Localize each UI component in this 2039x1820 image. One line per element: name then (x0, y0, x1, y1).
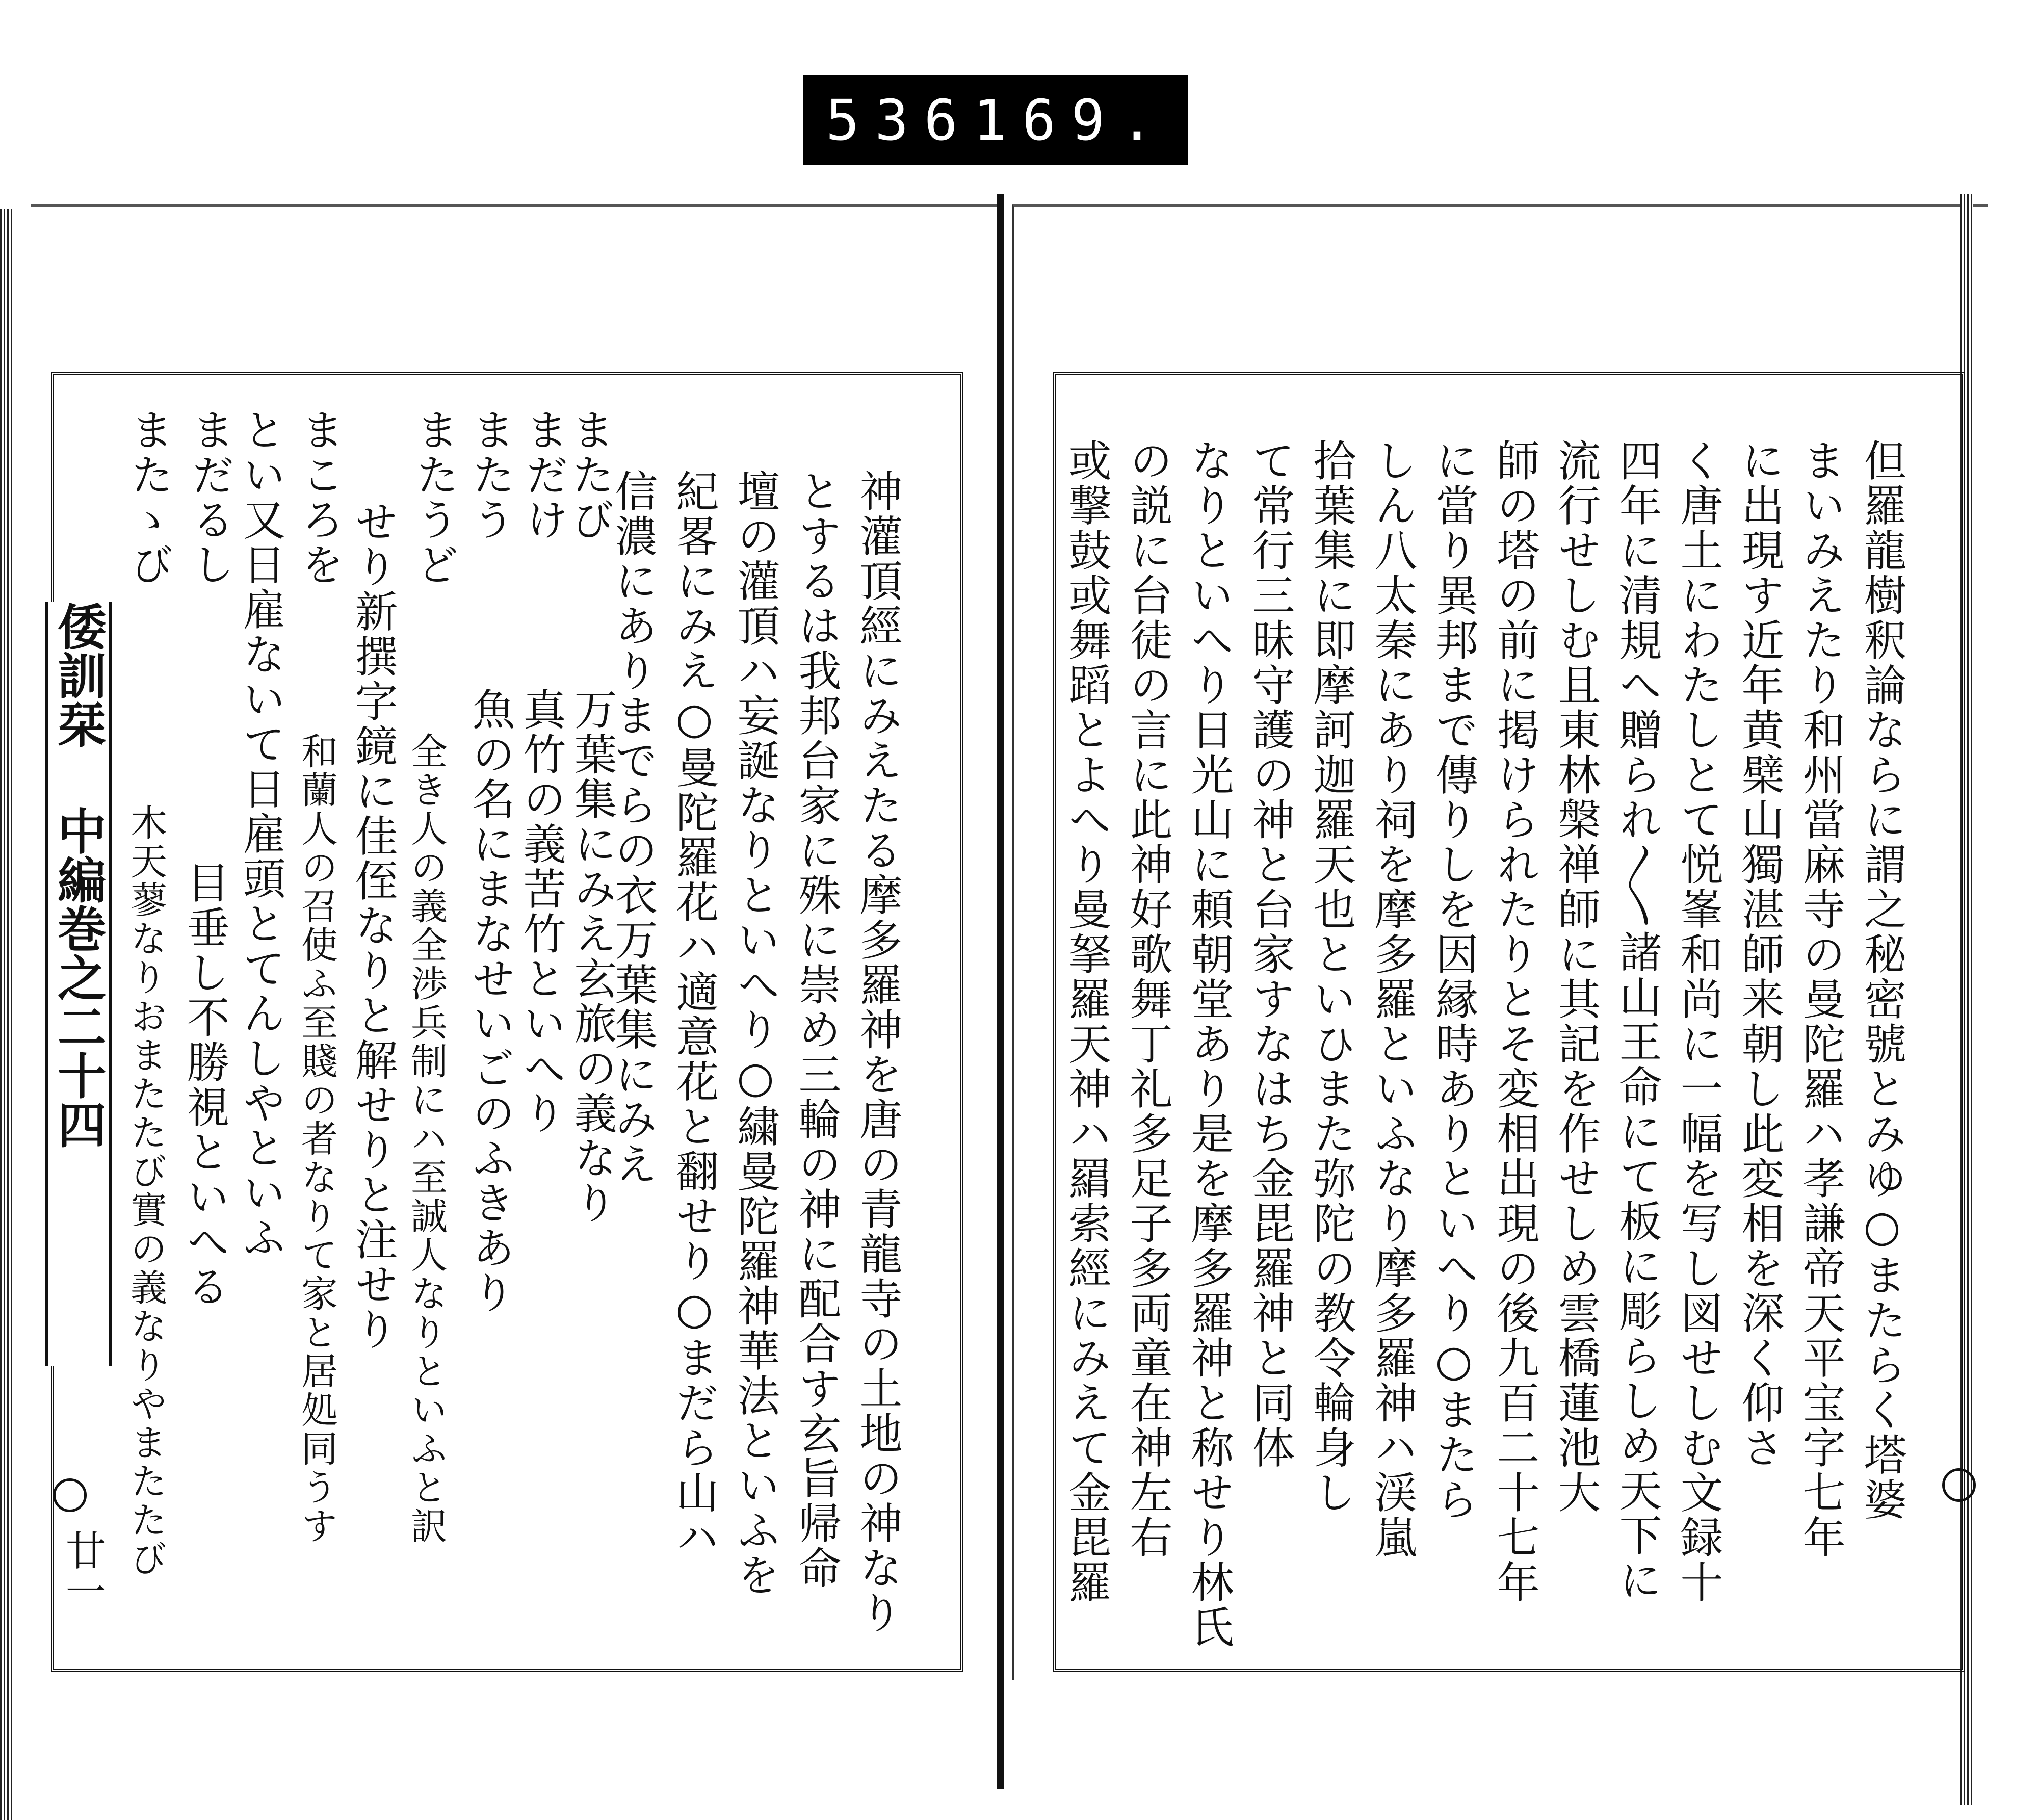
margin-title: 倭訓栞 中編巻之二十四 (45, 602, 112, 1366)
left-column: 真竹の義苦竹といへり (516, 642, 566, 1136)
right-column: まいみえたり和州當麻寺の曼陀羅ハ孝謙帝天平宝字七年 (1796, 438, 1846, 1560)
left-column: 信濃にありまでらの衣万葉集にみえ (608, 469, 658, 1187)
right-margin-circle-mark (1942, 1468, 1976, 1502)
right-column: 師の塔の前に掲けられたりとそ変相出現の後九百二十七年 (1490, 438, 1540, 1605)
right-column: しん八太秦にあり祠を摩多羅といふなり摩多羅神ハ渓嵐 (1368, 438, 1418, 1560)
folio-number: 廿一 (59, 1529, 106, 1611)
left-column: 壇の灌頂ハ妄誕なりといへり○繍曼陀羅神華法といふを (730, 469, 780, 1598)
right-column: て常行三昧守護の神と台家すなはち金毘羅神と同体 (1245, 438, 1295, 1470)
left-column: 神灌頂經にみえたる摩多羅神を唐の青龍寺の土地の神なり (853, 469, 903, 1635)
catalog-number-right: 169. (973, 88, 1169, 153)
left-column: 木天蓼なりおまたたび實の義なりやまたたび (124, 765, 167, 1578)
left-column: せり新撰字鏡に佳侄なりと解せりと注せり (348, 500, 398, 1352)
catalog-number-left: 536 (826, 88, 973, 153)
left-column: 和蘭人の召使ふ至賤の者なりて家と居処同うす (295, 693, 338, 1546)
left-column-headword: またび (565, 408, 615, 542)
left-column: 紀畧にみえ○曼陀羅花ハ適意花と翻せり○まだら山ハ (669, 469, 719, 1560)
margin-circle-mark (53, 1478, 87, 1512)
left-column-headword: またう (465, 408, 515, 542)
left-column-headword: まころを (295, 408, 345, 587)
left-column: 万葉集にみえ玄旅の義なり (567, 642, 617, 1226)
right-column: 但羅龍樹釈論ならに謂之秘密號とみゆ○またらく塔婆 (1857, 438, 1907, 1522)
book-spread (0, 194, 2039, 1774)
book-gutter (997, 194, 1004, 1789)
left-column-headword: まだるし (185, 408, 235, 587)
right-column: 流行せしむ且東林槃禅師に其記を作せしめ雲橋蓮池大 (1551, 438, 1601, 1515)
left-column-headword: またうど (409, 408, 459, 587)
right-column: く唐土にわたしとて悦峯和尚に一幅を写し図せしむ文録十 (1674, 438, 1723, 1605)
left-page-edges (0, 209, 13, 1820)
left-column-headword: またゝび (124, 408, 174, 587)
right-column: の説に台徒の言に此神好歌舞丁礼多足子多両童在神左右 (1123, 438, 1173, 1560)
left-column: 目垂し不勝視といへる (180, 816, 230, 1309)
left-column-headword: まだけ (519, 408, 569, 542)
left-column: 全き人の義全渉兵制にハ至誠人なりといふと訳 (405, 693, 448, 1546)
right-column: に出現す近年黄檗山獨湛師来朝し此変相を深く仰さ (1735, 438, 1785, 1470)
right-column: 四年に清規へ贈られ〳〵諸山王命にて板に彫らしめ天下に (1612, 438, 1662, 1603)
right-column: に當り異邦まで傳りしを因縁時ありといへり○またら (1429, 438, 1479, 1522)
left-column: とするは我邦台家に殊に崇め三輪の神に配合す玄旨帰命 (792, 469, 842, 1591)
right-column: 或撃鼓或舞蹈とよへり曼拏羅天神ハ羂索經にみえて金毘羅 (1062, 438, 1112, 1605)
right-column: なりといへり日光山に頼朝堂あり是を摩多羅神と称せり林氏 (1184, 438, 1234, 1650)
right-column: 拾葉集に即摩訶迦羅天也といひまた弥陀の教令輪身し (1306, 438, 1356, 1515)
left-column: 魚の名にまなせいごのふきあり (465, 642, 515, 1315)
left-column: とい又日雇ないて日雇頭とてんしやといふ (236, 408, 286, 1260)
catalog-label (803, 75, 1188, 165)
